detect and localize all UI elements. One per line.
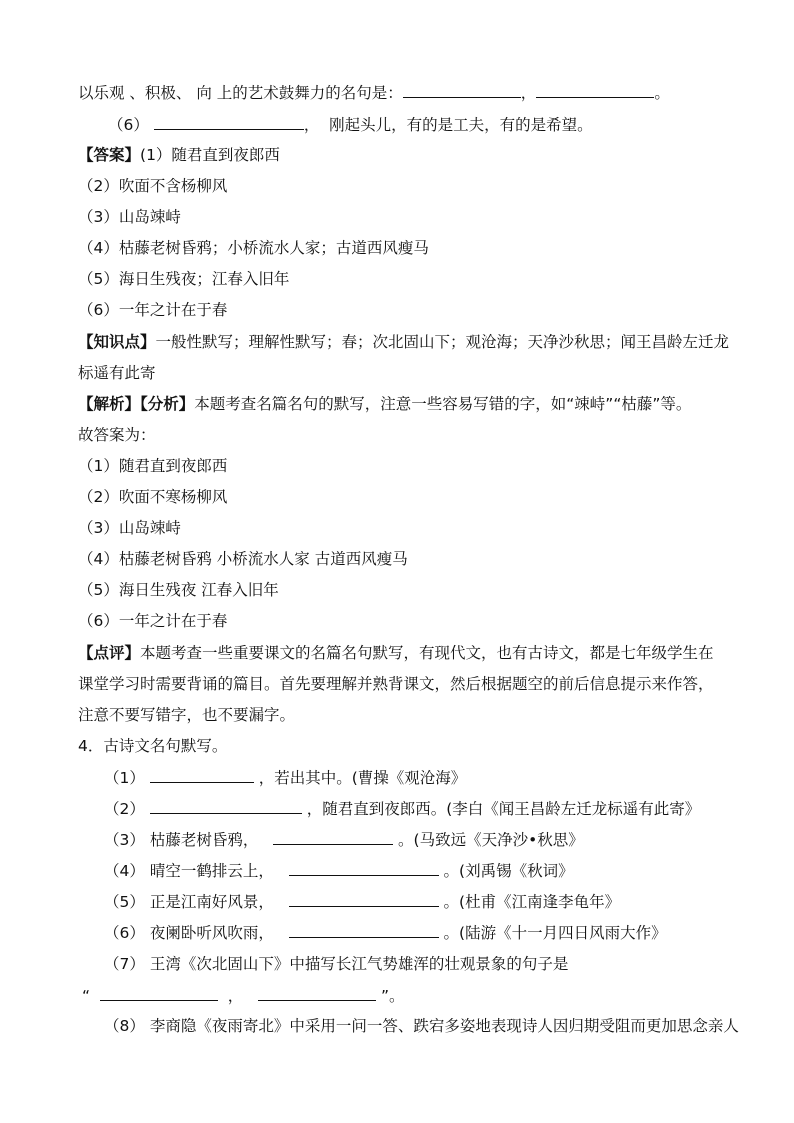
text-line bbox=[78, 394, 691, 414]
text-line bbox=[78, 363, 156, 383]
line-tail: 。(杜甫《江南逢李龟年》 bbox=[438, 893, 621, 911]
line-tail: ，随君直到夜郎西。(李白《闻王昌龄左迁龙标遥有此寄》 bbox=[301, 800, 701, 818]
answer-blank[interactable] bbox=[154, 114, 304, 130]
text-line bbox=[78, 145, 280, 165]
item-number: （1） bbox=[104, 769, 145, 787]
line-tail: 。(陆游《十一月四日风雨大作》 bbox=[438, 924, 667, 942]
item-number: （7） bbox=[104, 955, 145, 973]
answer-blank[interactable] bbox=[536, 82, 654, 98]
line-tail: 。(马致远《天净沙•秋思》 bbox=[393, 831, 584, 849]
text-line bbox=[78, 643, 714, 663]
line-text: 课堂学习时需要背诵的篇目。首先要理解并熟背课文，然后根据题空的前后信息提示来作答， bbox=[78, 675, 714, 693]
text-line bbox=[78, 456, 227, 476]
line-tail: 。(刘禹锡《秋词》 bbox=[438, 862, 574, 880]
line-text: （2）吹面不含杨柳风 bbox=[78, 177, 228, 195]
text-line bbox=[78, 332, 729, 352]
line-tail: ，若出其中。(曹操《观沧海》 bbox=[253, 769, 467, 787]
line-text: （6）一年之计在于春 bbox=[78, 301, 228, 319]
text-line bbox=[108, 114, 593, 135]
line-text: 以乐观 、积极、 向 上的艺术鼓舞力的名句是： bbox=[78, 84, 403, 102]
answer-blank[interactable] bbox=[258, 985, 376, 1001]
line-text: 本题考查一些重要课文的名篇名句默写，有现代文，也有古诗文，都是七年级学生在 bbox=[140, 644, 714, 662]
line-text: （3）山岛竦峙 bbox=[78, 519, 181, 537]
answer-blank[interactable] bbox=[289, 860, 439, 876]
text-line bbox=[78, 238, 429, 258]
text-line bbox=[78, 425, 156, 445]
item-number: （6） bbox=[104, 924, 145, 942]
separator: ， bbox=[217, 987, 259, 1005]
line-text: 枯藤老树昏鸦， bbox=[149, 831, 274, 849]
item-number: （5） bbox=[104, 893, 145, 911]
line-text: 故答案为： bbox=[78, 426, 156, 444]
line-text: 李商隐《夜雨寄北》中采用一问一答、跌宕多姿地表现诗人因归期受阻而更加思念亲人 bbox=[149, 1017, 739, 1035]
answer-blank[interactable] bbox=[403, 82, 521, 98]
separator: ， bbox=[520, 84, 537, 102]
section-tag: 【点评】 bbox=[78, 644, 141, 662]
line-tail: 。 bbox=[654, 84, 670, 102]
item-number: （6） bbox=[108, 116, 149, 134]
text-line bbox=[78, 736, 227, 756]
item-number: （8） bbox=[104, 1017, 145, 1035]
section-tag: 【知识点】 bbox=[78, 333, 156, 351]
text-line bbox=[78, 82, 670, 103]
line-tail: ， 刚起头儿，有的是工夫，有的是希望。 bbox=[303, 116, 593, 134]
section-tag: 【解析】【分析】 bbox=[78, 395, 195, 413]
line-text: (1）随君直到夜郎西 bbox=[140, 146, 280, 164]
text-line bbox=[82, 985, 405, 1006]
line-text: 晴空一鹤排云上， bbox=[149, 862, 289, 880]
answer-blank[interactable] bbox=[100, 985, 218, 1001]
line-text: （5）海日生残夜；江春入旧年 bbox=[78, 270, 290, 288]
answer-blank[interactable] bbox=[289, 891, 439, 907]
line-text: （2）吹面不寒杨柳风 bbox=[78, 488, 228, 506]
text-line bbox=[78, 674, 714, 694]
line-text: 夜阑卧听风吹雨， bbox=[149, 924, 289, 942]
item-number: （4） bbox=[104, 862, 145, 880]
line-text: 一般性默写；理解性默写；春；次北固山下；观沧海；天净沙秋思；闻王昌龄左迁龙 bbox=[155, 333, 730, 351]
line-text: 标遥有此寄 bbox=[78, 364, 156, 382]
text-line bbox=[104, 767, 466, 788]
line-text: 王湾《次北固山下》中描写长江气势雄浑的壮观景象的句子是 bbox=[149, 955, 569, 973]
text-line bbox=[78, 176, 227, 196]
line-text: （1）随君直到夜郎西 bbox=[78, 457, 228, 475]
text-line bbox=[104, 829, 584, 850]
line-text: （4）枯藤老树昏鸦；小桥流水人家；古道西风瘦马 bbox=[78, 239, 429, 257]
line-text: 正是江南好风景， bbox=[149, 893, 289, 911]
text-line bbox=[78, 300, 227, 320]
text-line bbox=[104, 922, 667, 943]
text-line bbox=[78, 518, 181, 538]
line-text: （6）一年之计在于春 bbox=[78, 612, 228, 630]
section-tag: 【答案】 bbox=[78, 146, 141, 164]
answer-blank[interactable] bbox=[289, 922, 439, 938]
text-line bbox=[78, 487, 227, 507]
text-line bbox=[78, 207, 181, 227]
text-line bbox=[78, 580, 279, 600]
item-number: （2） bbox=[104, 800, 145, 818]
text-line bbox=[104, 1016, 739, 1036]
line-text: （5）海日生残夜 江春入旧年 bbox=[78, 581, 279, 599]
text-line bbox=[78, 705, 295, 725]
line-text: 注意不要写错字，也不要漏字。 bbox=[78, 706, 296, 724]
item-number: （3） bbox=[104, 831, 145, 849]
open-quote: “ bbox=[82, 987, 91, 1005]
text-line bbox=[78, 549, 408, 569]
line-tail: ”。 bbox=[376, 987, 405, 1005]
answer-blank[interactable] bbox=[150, 798, 302, 814]
text-line bbox=[104, 891, 620, 912]
answer-blank[interactable] bbox=[150, 767, 254, 783]
line-text: （4）枯藤老树昏鸦 小桥流水人家 古道西风瘦马 bbox=[78, 550, 408, 568]
text-line bbox=[104, 860, 574, 881]
text-line bbox=[78, 611, 227, 631]
answer-blank[interactable] bbox=[273, 829, 393, 845]
text-line bbox=[104, 798, 700, 819]
line-text: 本题考查名篇名句的默写，注意一些容易写错的字，如“竦峙”“枯藤”等。 bbox=[194, 395, 692, 413]
text-line bbox=[78, 269, 289, 289]
line-text: （3）山岛竦峙 bbox=[78, 208, 181, 226]
text-line bbox=[104, 954, 568, 974]
line-text: 4．古诗文名句默写。 bbox=[78, 737, 228, 755]
